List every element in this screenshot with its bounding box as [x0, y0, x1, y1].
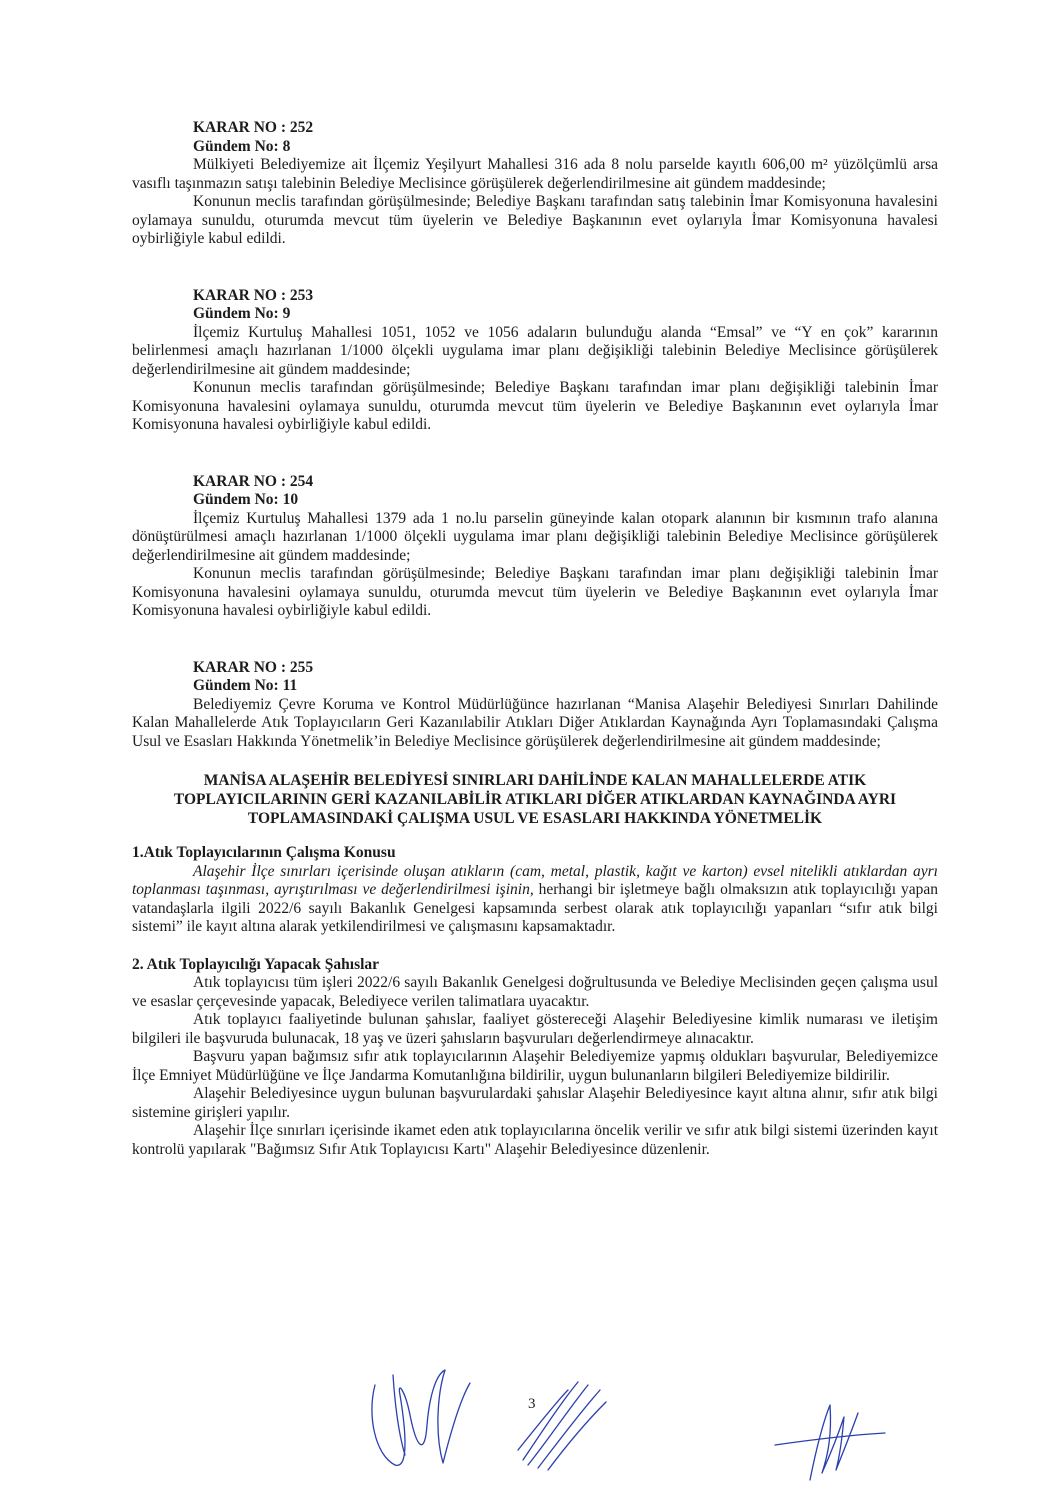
section-1-italic-text: Alaşehir İlçe sınırları içerisinde oluşan atıkların (cam, metal, plastik, kağıt ve karton) evsel nitelikli atıklardan ayrı toplanması taşınması, ayrıştırılması ve değerlendirilmesi işinin,: [132, 862, 938, 898]
decision-paragraph: İlçemiz Kurtuluş Mahallesi 1051, 1052 ve 1056 adaların bulunduğu alanda “Emsal” ve “Y en çok” kararının belirlenmesi amaçlı hazırlanan 1/1000 ölçekli uygulama imar planı değişikliği talebinin Belediye Meclisince görüşülerek değerlendirilmesine ait gündem maddesinde;: [132, 323, 938, 378]
gundem-heading: Gündem No: 11: [193, 677, 298, 694]
decision-paragraph: Konunun meclis tarafından görüşülmesinde; Belediye Başkanı tarafından imar planı değişikliği talebinin İmar Komisyonuna havalesini oylamaya sunuldu, oturumda mevcut tüm üyelerin ve Belediye Başkanının evet oylarıyla İmar Komisyonuna havalesi oybirliğiyle kabul edildi.: [132, 565, 938, 619]
decision-255: [132, 659, 938, 752]
decision-paragraph: Belediyemiz Çevre Koruma ve Kontrol Müdürlüğünce hazırlanan “Manisa Alaşehir Belediyesi Sınırları Dahilinde Kalan Mahallelerde Atık Toplayıcıların Geri Kazanılabilir Atıkları Diğer Atıklardan Kaynağında Ayrı Toplamasındaki Çalışma Usul ve Esasları Hakkında Yönetmelik’in Belediye Meclisince görüşülerek değerlendirilmesine ait gündem maddesinde;: [132, 695, 938, 750]
section-2-paragraph: Alaşehir Belediyesince uygun bulunan başvurulardaki şahıslar Alaşehir Belediyesince kayıt altına alınır, sıfır atık bilgi sistemine girişleri yapılır.: [132, 1085, 938, 1121]
section-2-heading: 2. Atık Toplayıcılığı Yapacak Şahıslar: [132, 955, 380, 973]
section-2-paragraph: Alaşehir İlçe sınırları içerisinde ikamet eden atık toplayıcılarına öncelik verilir ve sıfır atık bilgi sistemi üzerinden kayıt kontrolü yapılarak "Bağımsız Sıfır Atık Toplayıcısı Kartı" Alaşehir Belediyesince düzenlenir.: [132, 1122, 938, 1158]
decision-254: [132, 473, 938, 621]
document-body: [132, 119, 938, 1159]
decision-paragraph: İlçemiz Kurtuluş Mahallesi 1379 ada 1 no.lu parselin güneyinde kalan otopark alanının bir kısmının trafo alanına dönüştürülmesi amaçlı hazırlanan 1/1000 ölçekli uygulama imar planı değişikliği talebinin Belediye Meclisince görüşülerek değerlendirilmesine ait gündem maddesinde;: [132, 509, 938, 564]
decision-paragraph: Mülkiyeti Belediyemize ait İlçemiz Yeşilyurt Mahallesi 316 ada 8 nolu parselde kayıtlı 606,00 m² yüzölçümlü arsa vasıflı taşınmazın satışı talebinin Belediye Meclisince görüşülerek değerlendirilmesine ait gündem maddesinde;: [132, 156, 938, 192]
decision-253: [132, 287, 938, 435]
regulation-title: MANİSA ALAŞEHİR BELEDİYESİ SINIRLARI DAHİLİNDE KALAN MAHALLELERDE ATIK TOPLAYICILARININ GERİ KAZANILABİLİR ATIKLARI DİĞER ATIKLARDAN KAYNAĞINDA AYRI TOPLAMASINDAKİ ÇALIŞMA USUL VE ESASLARI HAKKINDA YÖNETMELİK: [173, 772, 897, 827]
section-1-heading: 1.Atık Toplayıcılarının Çalışma Konusu: [132, 844, 396, 861]
section-2-paragraph: Başvuru yapan bağımsız sıfır atık toplayıcılarının Alaşehir Belediyemize yapmış oldukları başvurular, Belediyemizce İlçe Emniyet Müdürlüğüne ve İlçe Jandarma Komutanlığına bildirilir, uygun bulunanların bilgileri Belediyemize bildirilir.: [132, 1048, 938, 1084]
karar-heading: KARAR NO : 252: [193, 119, 314, 136]
decision-252: [132, 119, 938, 249]
signature-left-icon: [365, 1355, 505, 1475]
section-2-paragraph: Atık toplayıcısı tüm işleri 2022/6 sayılı Bakanlık Genelgesi doğrultusunda ve Belediye Meclisinden geçen çalışma usul ve esaslar çerçevesinde yapacak, Belediyece verilen talimatlara uyacaktır.: [132, 974, 938, 1010]
gundem-heading: Gündem No: 10: [193, 491, 299, 508]
section-1-text: herhangi bir işletmeye bağlı olmaksızın atık toplayıcılığı yapan vatandaşlarla ilgili 2022/6 sayılı Bakanlık Genelgesi kapsamında serbest olarak atık toplayıcılığı yapanları “sıfır atık bilgi sistemi” ile kayıt altına alarak yetkilendirilmesi ve çalışmasını kapsamaktadır.: [132, 881, 938, 935]
gundem-heading: Gündem No: 8: [193, 137, 291, 155]
section-1-paragraph: [132, 863, 938, 937]
decision-paragraph: Konunun meclis tarafından görüşülmesinde; Belediye Başkanı tarafından imar planı değişikliği talebinin İmar Komisyonuna havalesini oylamaya sunuldu, oturumda mevcut tüm üyelerin ve Belediye Başkanının evet oylarıyla İmar Komisyonuna havalesi oybirliğiyle kabul edildi.: [132, 379, 938, 433]
section-2-paragraph: Atık toplayıcı faaliyetinde bulunan şahıslar, faaliyet göstereceği Alaşehir Belediyesine kimlik numarası ve iletişim bilgileri ile başvuruda bulunacak, 18 yaş ve üzeri şahısların başvuruları değerlendirmeye alınacaktır.: [132, 1011, 938, 1047]
karar-heading: KARAR NO : 255: [193, 658, 314, 676]
page-number: 3: [528, 1396, 536, 1412]
karar-heading: KARAR NO : 253: [193, 286, 314, 304]
karar-heading: KARAR NO : 254: [193, 472, 314, 490]
gundem-heading: Gündem No: 9: [193, 305, 291, 322]
signature-middle-icon: [508, 1370, 618, 1480]
signature-right-icon: [770, 1395, 890, 1485]
decision-paragraph: Konunun meclis tarafından görüşülmesinde; Belediye Başkanı tarafından satış talebinin İmar Komisyonuna havalesini oylamaya sunuldu, oturumda mevcut tüm üyelerin ve Belediye Başkanının evet oylarıyla İmar Komisyonuna havalesi oybirliğiyle kabul edildi.: [132, 193, 938, 247]
